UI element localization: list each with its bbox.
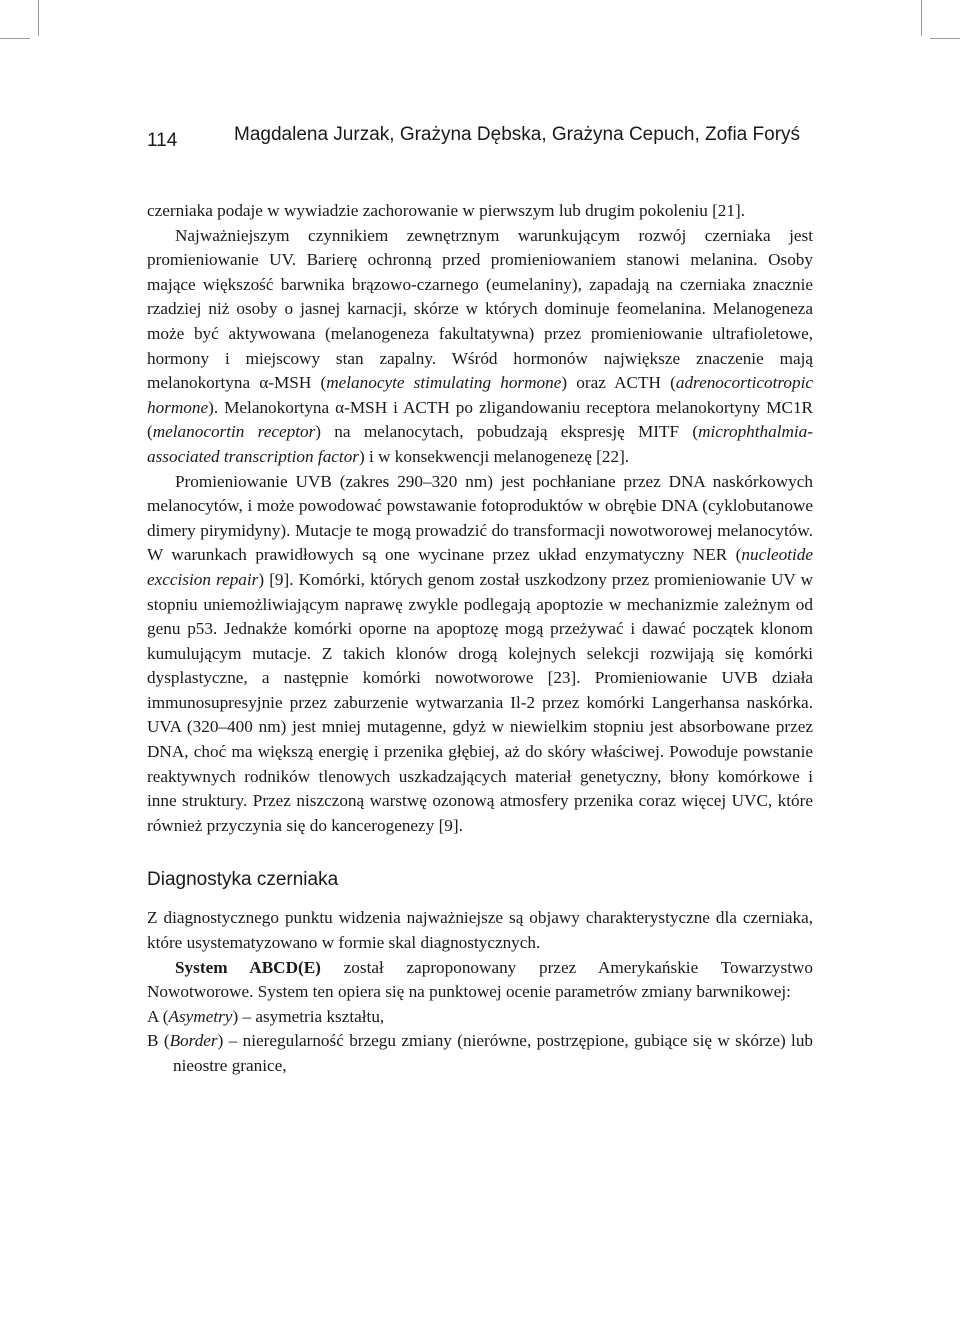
crop-mark-right-horizontal — [930, 38, 960, 39]
term-italic: nucleotide exccision repair — [147, 545, 813, 589]
term-bold: System ABCD(E) — [175, 957, 321, 977]
running-header — [147, 124, 827, 154]
paragraph-uvb-uva: Promieniowanie UVB (zakres 290–320 nm) jest pochłaniane przez DNA naskórkowych melanocytów, i może powodować powstawanie fotoproduktów w obrębie DNA (cyklobutanowe dimery pirymidyny). Mutacje te mogą prowadzić do transformacji nowotworowej melanocytów. W warunkach prawidłowych są one wycinane przez układ enzymatyczny NER (nucleotide exccision repair) [9]. Komórki, których genom został uszkodzony przez promieniowanie UV w stopniu uniemożliwiającym naprawę zwykle podlegają apoptozie w mechanizmie zależnym od genu p53. Jednakże komórki oporne na apoptozę mogą przeżywać i dawać początek klonom kumulującym mutacje. Z takich klonów drogą kolejnych selekcji rozwijają się komórki dysplastyczne, a następnie komórki nowotworowe [23]. Promieniowanie UVB działa immunosupresyjnie przez zaburzenie wytwarzania Il-2 przez komórki Langerhansa naskórka. UVA (320–400 nm) jest mniej mutagenne, gdyż w niewielkim stopniu jest absorbowane przez DNA, choć ma większą energię i przenika głębiej, aż do skóry właściwej. Powoduje powstanie reaktywnych rodników tlenowych uszkadzających materiał genetyczny, błony komórkowe i inne struktury. Przez niszczoną warstwę ozonową atmosfery przenika coraz więcej UVC, które również przyczynia się do kancerogenezy [9]. — [147, 471, 813, 835]
term-italic: microphthalmia-associated transcription factor — [147, 422, 813, 466]
list-item-asymmetry: A (Asymetry) – asymetria kształtu, — [147, 1006, 385, 1026]
term-italic: adrenocorticotropic hormone — [147, 373, 813, 417]
crop-mark-top-right — [921, 0, 922, 36]
page-number: 114 — [147, 130, 178, 151]
paragraph-continuation: czerniaka podaje w wywiadzie zachorowanie w pierwszym lub drugim pokoleniu [21]. — [147, 201, 746, 220]
article-body — [147, 199, 813, 1079]
section-heading: Diagnostyka czerniaka — [147, 869, 339, 891]
crop-mark-left-horizontal — [0, 38, 30, 39]
list-item-border: B (Border) – nieregularność brzegu zmiany (nierówne, postrzępione, gubiące się w skórze) lub nieostre granice, — [147, 1031, 814, 1075]
term-italic: melanocortin receptor — [152, 422, 316, 442]
term-italic: melanocyte stimulating hormone — [326, 373, 562, 393]
crop-mark-top-left — [38, 0, 39, 36]
paragraph-uv-melanin: Najważniejszym czynnikiem zewnętrznym warunkującym rozwój czerniaka jest promieniowanie UV. Barierę ochronną przed promieniowaniem stanowi melanina. Osoby mające większość barwnika brązowo-czarnego (eumelaniny), zapadają na czerniaka znacznie rzadziej niż osoby o jasnej karnacji, skórze w których dominuje feomelanina. Melanogeneza może być aktywowana (melanogeneza fakultatywna) przez promieniowanie ultrafioletowe, hormony i miejscowy stan zapalny. Wśród hormonów największe znaczenie mają melanokortyna α-MSH (melanocyte stimulating hormone) oraz ACTH (adrenocorticotropic hormone). Melanokortyna α-MSH i ACTH po zligandowaniu receptora melanokortyny MC1R (melanocortin receptor) na melanocytach, pobudzają ekspresję MITF (microphthalmia-associated transcription factor) i w konsekwencji melanogenezę [22]. — [147, 225, 813, 466]
paragraph-abcde-system: System ABCD(E) został zaproponowany przez Amerykańskie Towarzystwo Nowotworowe. System ten opiera się na punktowej ocenie parametrów zmiany barwnikowej: — [147, 957, 813, 1002]
running-header-authors: Magdalena Jurzak, Grażyna Dębska, Grażyna Cepuch, Zofia Foryś — [234, 124, 801, 145]
paragraph-diagnostics-intro: Z diagnostycznego punktu widzenia najważniejsze są objawy charakterystyczne dla czerniaka, które usystematyzowano w formie skal diagnostycznych. — [147, 908, 813, 953]
